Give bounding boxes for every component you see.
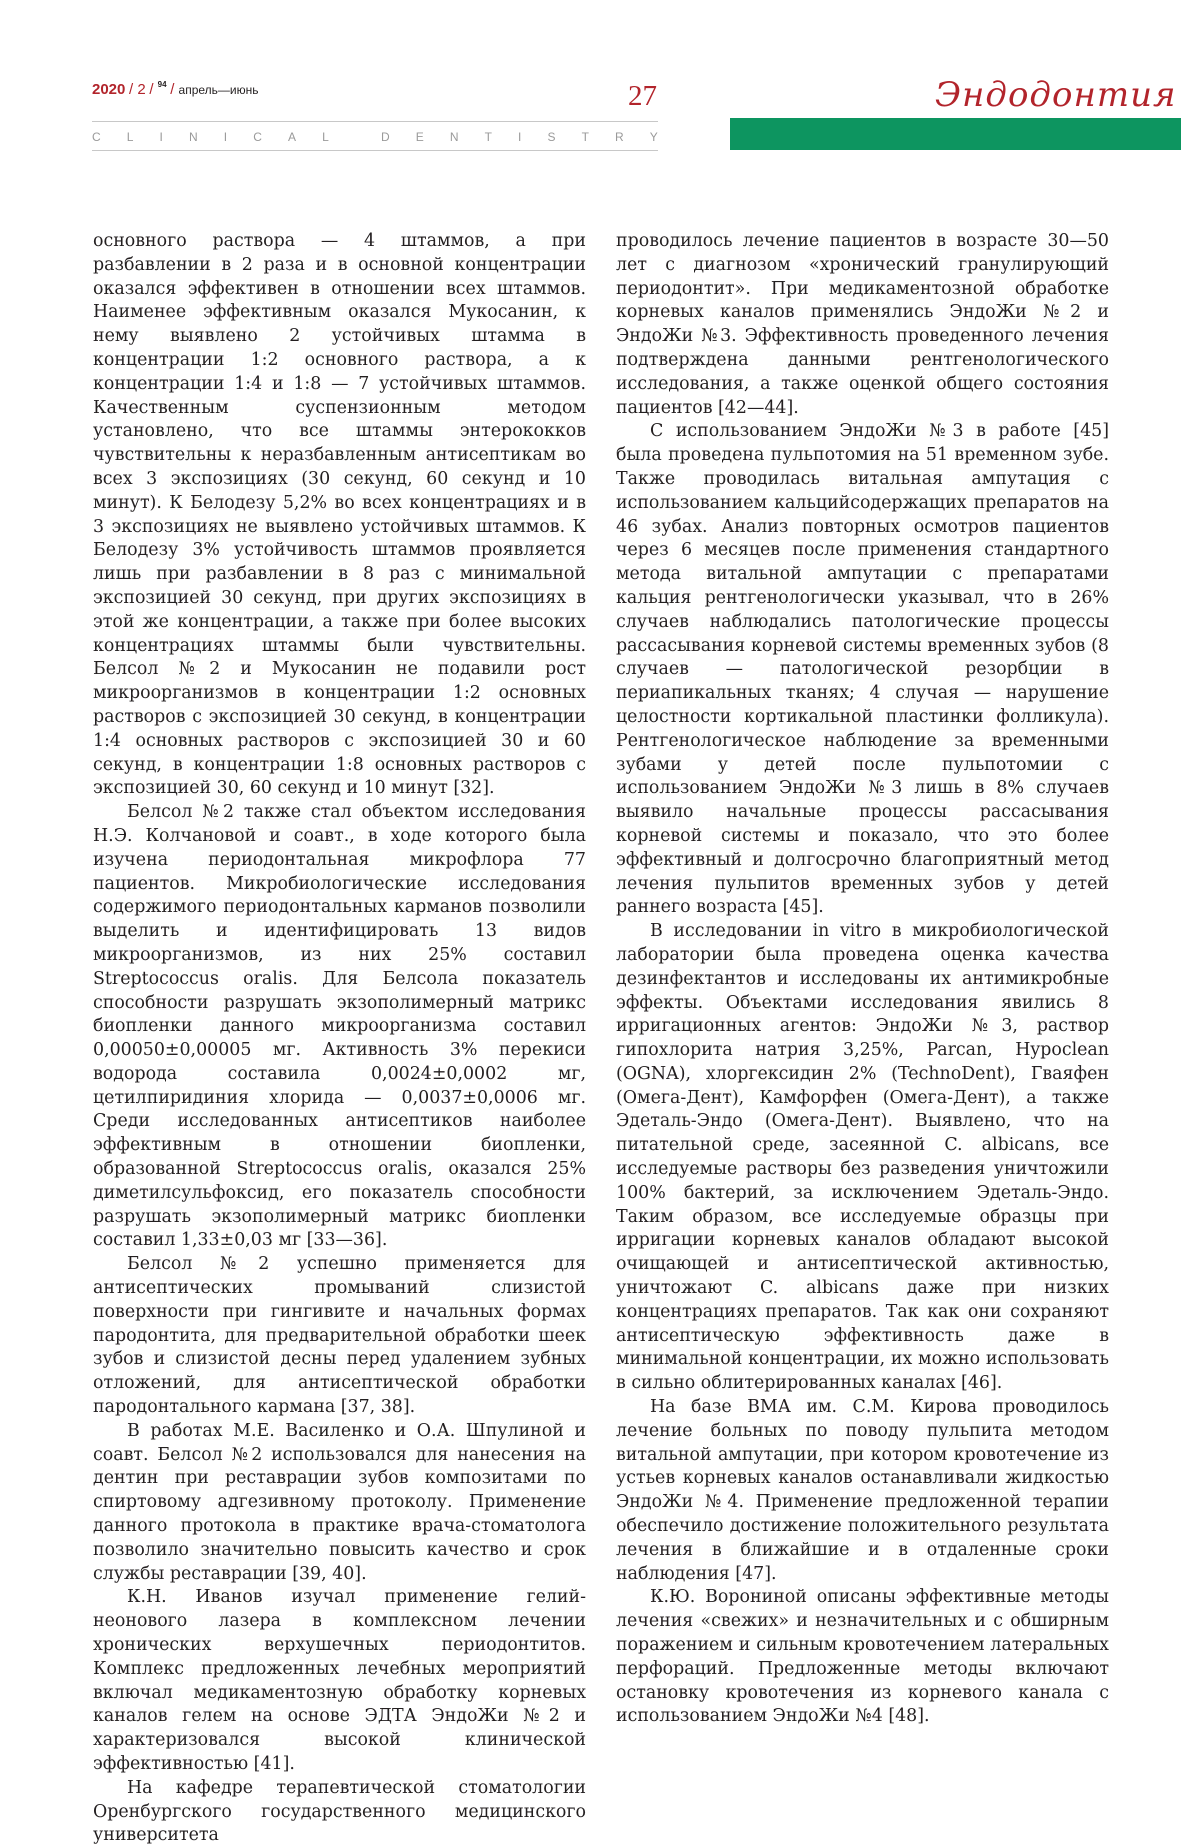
page-number: 27 [628, 80, 657, 112]
article-column-left [93, 230, 586, 1848]
paragraph: С использованием ЭндоЖи №3 в работе [45] была проведена пульпотомия на 51 временном зубе. Также проводилась витальная ампутация с использованием кальцийсодержащих препаратов на 46 зубах. Анализ повторных осмотров пациентов через 6 месяцев после применения стандартного метода витальной ампутации с препаратами кальция рентгенологически указывал, что в 26% случаев наблюдались патологические процессы рассасывания корневой системы временных зубов (8 случаев — патологической резорбции в периапикальных тканях; 4 случая — нарушение целостности кортикальной пластинки фолликула). Рентгенологическое наблюдение за временными зубами у детей после пульпотомии с использованием ЭндоЖи №3 лишь в 8% случаев выявило начальные процессы рассасывания корневой системы и показало, что это более эффективный и долгосрочно благоприятный метод лечения пульпитов временных зубов у детей раннего возраста [45]. [616, 421, 1109, 918]
issue-number: 2 [137, 81, 146, 98]
issue-info [92, 80, 259, 102]
subtitle-letter: T [484, 130, 492, 144]
journal-title-logo: Эндодонтия [935, 75, 1177, 115]
subtitle-letter: L [126, 130, 134, 144]
subtitle-letter: C [92, 130, 101, 144]
subtitle-letter: D [380, 130, 390, 144]
subtitle-letter: N [188, 130, 198, 144]
journal-subtitle [92, 130, 658, 146]
subtitle-letter: E [415, 130, 424, 144]
paragraph: На базе ВМА им. С.М. Кирова проводилось лечение больных по поводу пульпита методом витальной ампутации, при котором кровотечение из устьев корневых каналов останавливали жидкостью ЭндоЖи №4. Применение предложенной терапии обеспечило достижение положительного результата лечения в ближайшие и в отдаленные сроки наблюдения [47]. [616, 1397, 1109, 1584]
subtitle-letter: N [449, 130, 459, 144]
article-column-right [616, 230, 1109, 1729]
subtitle-letter: I [518, 130, 522, 144]
issue-year: 2020 [92, 81, 126, 98]
subtitle-letter: C [253, 130, 262, 144]
paragraph: проводилось лечение пациентов в возрасте 30—50 лет с диагнозом «хронический гранулирующий периодонтит». При медикаментозной обработке корневых каналов применялись ЭндоЖи №2 и ЭндоЖи №3. Эффективность проведенного лечения подтверждена данными рентгенологического исследования, а также оценкой общего состояния пациентов [42—44]. [616, 231, 1109, 418]
section-color-band [730, 118, 1181, 150]
paragraph: В исследовании in vitro в микробиологической лаборатории была проведена оценка качества дезинфектантов и исследованы их антимикробные эффекты. Объектами исследования явились 8 ирригационных агентов: ЭндоЖи №3, раствор гипохлорита натрия 3,25%, Parcan, Hypoclean (OGNA), хлоргексидин 2% (TechnoDent), Гваяфен (Омега-Дент), Камфорфен (Омега-Дент), а также Эдеталь-Эндо (Омега-Дент). Выявлено, что на питательной среде, засеянной C. albicans, все исследуемые растворы без разведения уничтожили 100% бактерий, за исключением Эдеталь-Эндо. Таким образом, все исследуемые образцы при ирригации корневых каналов обладают высокой очищающей и антисептической активностью, уничтожают C. albicans даже при низких концентрациях препаратов. Так как они сохраняют антисептическую эффективность даже в минимальной концентрации, их можно использовать в сильно облитерированных каналах [46]. [616, 921, 1109, 1394]
paragraph: Белсол №2 также стал объектом исследования Н.Э. Колчановой и соавт., в ходе которого была изучена периодонтальная микрофлора 77 пациентов. Микробиологические исследования содержимого периодонтальных карманов позволили выделить и идентифицировать 13 видов микроорганизмов, из них 25% составил Streptococcus oralis. Для Белсола показатель способности разрушать экзополимерный матрикс биопленки данного микроорганизма составил 0,00050±0,00005 мг. Активность 3% перекиси водорода составила 0,0024±0,0002 мг, цетилпиридиния хлорида — 0,0037±0,0006 мг. Среди исследованных антисептиков наиболее эффективным в отношении биопленки, образованной Streptococcus oralis, оказался 25% диметилсульфоксид, его показатель способности разрушать экзополимерный матрикс биопленки составил 1,33±0,03 мг [33—36]. [93, 802, 586, 1251]
paragraph: Белсол №2 успешно применяется для антисептических промываний слизистой поверхности при гингивите и начальных формах пародонтита, для предварительной обработки шеек зубов и слизистой десны перед удалением зубных отложений, для антисептической обработки пародонтального кармана [37, 38]. [93, 1254, 586, 1418]
paragraph: К.Н. Иванов изучал применение гелий-неонового лазера в комплексном лечении хронических верхушечных периодонтитов. Комплекс предложенных лечебных мероприятий включал медикаментозную обработку корневых каналов гелем на основе ЭДТА ЭндоЖи №2 и характеризовался высокой клинической эффективностью [41]. [93, 1587, 586, 1774]
subtitle-letter: I [223, 130, 228, 144]
issue-total-number: 94 [157, 80, 167, 89]
subtitle-letter: T [581, 130, 589, 144]
paragraph: основного раствора — 4 штаммов, а при разбавлении в 2 раза и в основной концентрации оказался эффективен в отношении всех штаммов. Наименее эффективным оказался Мукосанин, к нему выявлено 2 устойчивых штамма в концентрации 1:2 основного раствора, а к концентрации 1:4 и 1:8 — 7 устойчивых штаммов. Качественным суспензионным методом установлено, что все штаммы энтерококков чувствительны к неразбавленным антисептикам во всех 3 экспозициях (30 секунд, 60 секунд и 10 минут). К Белодезу 5,2% во всех концентрациях и в 3 экспозициях не выявлено устойчивых штаммов. К Белодезу 3% устойчивость штаммов проявляется лишь при разбавлении в 8 раз с минимальной экспозицией 30 секунд, при других экспозициях в этой же концентрации, а также при более высоких концентрациях штаммы были чувствительны. Белсол №2 и Мукосанин не подавили рост микроорганизмов в концентрации 1:2 основных растворов с экспозицией 30 секунд, в концентрации 1:4 основных растворов с экспозицией 30 и 60 секунд, в концентрации 1:8 основных растворов с экспозицией 30, 60 секунд и 10 минут [32]. [93, 231, 586, 799]
subtitle-letter: R [615, 130, 624, 144]
subtitle-letter: I [159, 130, 163, 144]
header-rule-top [92, 121, 658, 122]
paragraph: К.Ю. Ворониной описаны эффективные методы лечения «свежих» и незначительных и с обширным поражением и сильным кровотечением латеральных перфораций. Предложенные методы включают остановку кровотечения из корневого канала с использованием ЭндоЖи №4 [48]. [616, 1587, 1109, 1727]
issue-separator: / [129, 81, 138, 98]
issue-separator: / [149, 81, 158, 98]
header-rule-bottom [92, 150, 658, 151]
paragraph: На кафедре терапевтической стоматологии Оренбургского государственного медицинского университета [93, 1777, 586, 1846]
issue-period: апрель—июнь [178, 83, 259, 97]
issue-separator: / [170, 81, 179, 98]
subtitle-letter: L [322, 130, 329, 144]
subtitle-letter: S [547, 130, 556, 144]
paragraph: В работах М.Е. Василенко и О.А. Шпулиной и соавт. Белсол №2 использовался для нанесения на дентин при реставрации зубов композитами по спиртовому адгезивному протоколу. Применение данного протокола в практике врача-стоматолога позволило значительно повысить качество и срок службы реставрации [39, 40]. [93, 1420, 586, 1584]
subtitle-letter: Y [649, 130, 658, 144]
subtitle-letter: A [287, 130, 296, 144]
